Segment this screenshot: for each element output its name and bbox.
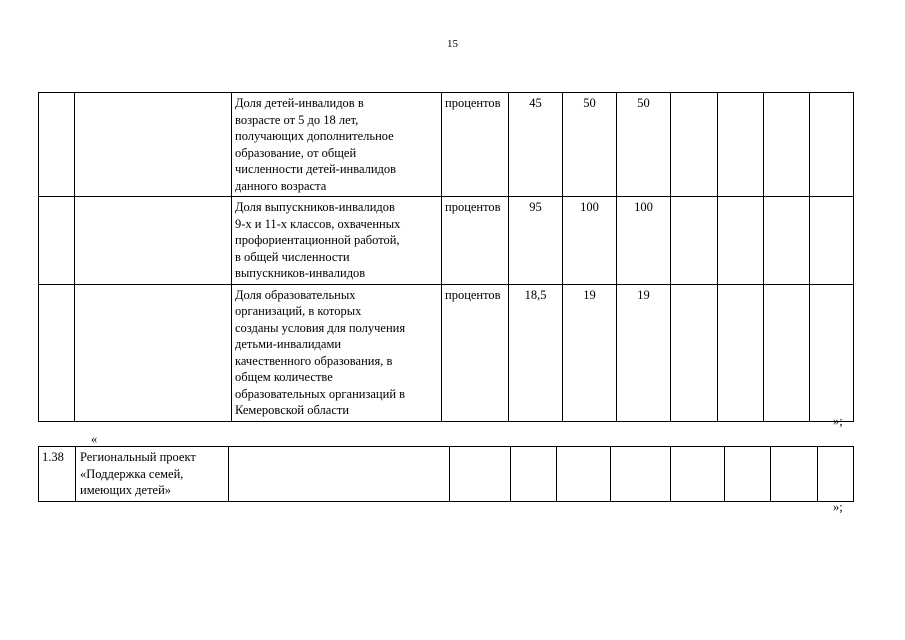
empty-cell (611, 447, 671, 502)
value-cell: 45 (509, 93, 563, 197)
closing-quote: »; (833, 500, 843, 514)
empty-cell (810, 93, 854, 197)
empty-cell (764, 284, 810, 421)
indicator-description: Доля выпускников-инвалидов 9-х и 11-х классов, охваченных профориентационной работой, в общей численности выпускников-инвалидов (232, 197, 442, 285)
table-cell-number (39, 284, 75, 421)
table-row (39, 93, 854, 197)
value-cell: 18,5 (509, 284, 563, 421)
empty-cell (671, 93, 718, 197)
project-table (38, 446, 854, 502)
table-row (39, 284, 854, 421)
table-cell-name (75, 93, 232, 197)
indicator-description: Доля образовательных организаций, в которых созданы условия для получения детьми-инвалидами качественного образования, в общем количестве образовательных организаций в Кемеровской области (232, 284, 442, 421)
table-row (39, 197, 854, 285)
table-cell-number (39, 197, 75, 285)
empty-cell (557, 447, 611, 502)
empty-cell (511, 447, 557, 502)
empty-cell (450, 447, 511, 502)
unit-cell: процентов (442, 284, 509, 421)
empty-cell (718, 93, 764, 197)
empty-cell (764, 93, 810, 197)
table-cell-name (75, 197, 232, 285)
page-number: 15 (447, 38, 458, 50)
value-cell: 100 (563, 197, 617, 285)
value-cell: 95 (509, 197, 563, 285)
value-cell: 50 (563, 93, 617, 197)
unit-cell: процентов (442, 93, 509, 197)
value-cell: 100 (617, 197, 671, 285)
empty-cell (810, 284, 854, 421)
closing-quote: »; (833, 414, 843, 428)
empty-cell (718, 284, 764, 421)
empty-cell (229, 447, 450, 502)
empty-cell (818, 447, 854, 502)
indicator-description: Доля детей-инвалидов в возрасте от 5 до 18 лет, получающих дополнительное образование, от общей численности детей-инвалидов данного возраста (232, 93, 442, 197)
project-name: Региональный проект «Поддержка семей, имеющих детей» (76, 447, 229, 502)
indicators-table (38, 92, 854, 422)
empty-cell (764, 197, 810, 285)
table-cell-name (75, 284, 232, 421)
table-cell-number (39, 93, 75, 197)
empty-cell (718, 197, 764, 285)
value-cell: 19 (563, 284, 617, 421)
unit-cell: процентов (442, 197, 509, 285)
empty-cell (725, 447, 771, 502)
empty-cell (671, 197, 718, 285)
project-number: 1.38 (39, 447, 76, 502)
opening-quote: « (91, 432, 98, 446)
empty-cell (671, 284, 718, 421)
value-cell: 19 (617, 284, 671, 421)
empty-cell (771, 447, 818, 502)
table-row (39, 447, 854, 502)
empty-cell (671, 447, 725, 502)
value-cell: 50 (617, 93, 671, 197)
empty-cell (810, 197, 854, 285)
